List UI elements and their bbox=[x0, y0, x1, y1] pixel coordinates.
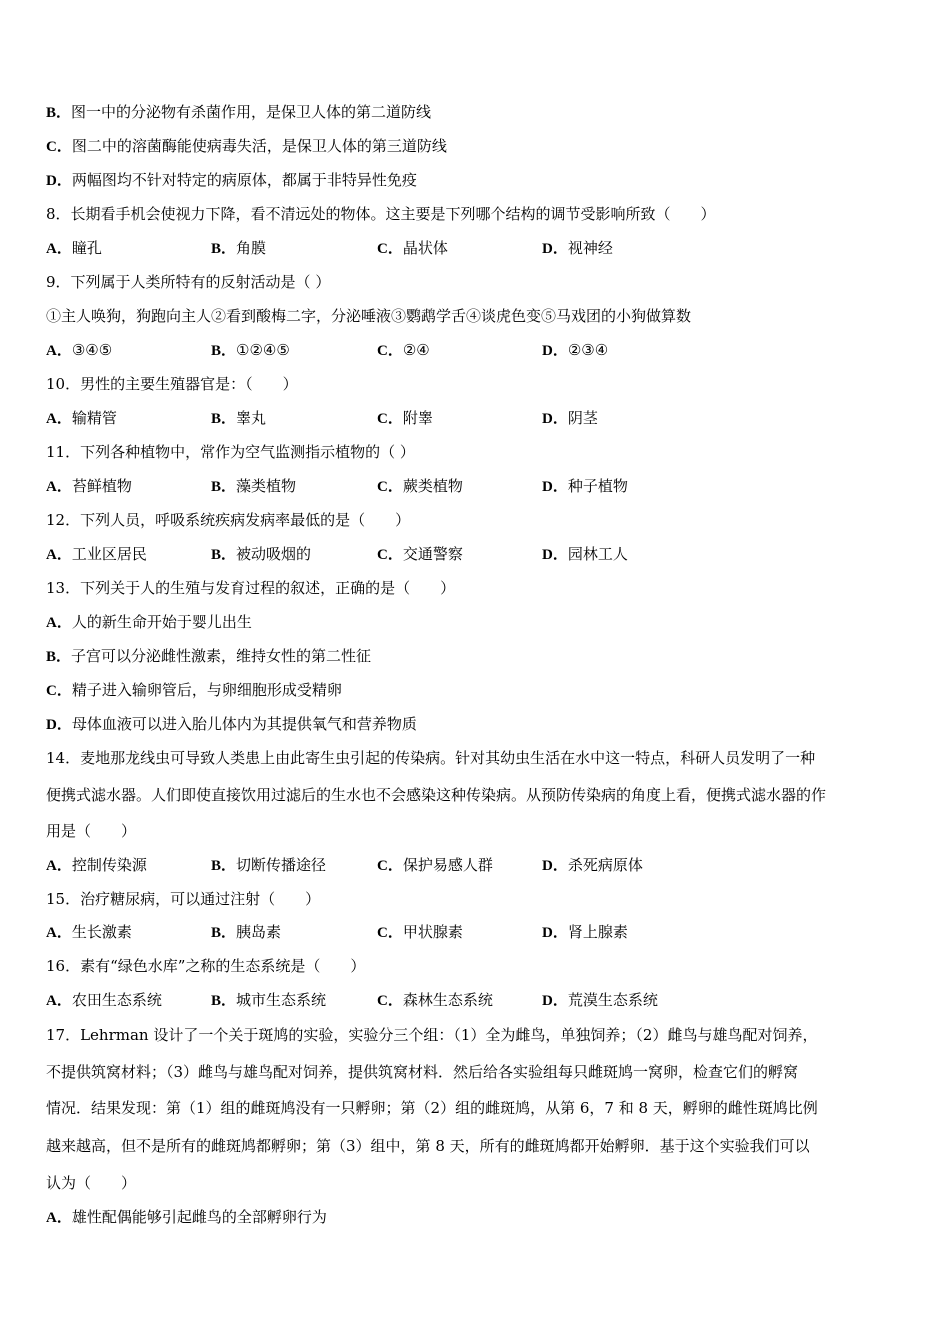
option-text: 图二中的溶菌酶能使病毒失活，是保卫人体的第三道防线 bbox=[71, 137, 447, 155]
q14-option-d bbox=[542, 855, 643, 876]
q10-stem: 10．男性的主要生殖器官是：（ ） bbox=[46, 375, 298, 393]
option-letter: B． bbox=[211, 411, 237, 427]
q12-option-a bbox=[46, 544, 147, 565]
option-text: 雄性配偶能够引起雌鸟的全部孵卵行为 bbox=[71, 1208, 327, 1226]
option-letter: D． bbox=[542, 343, 568, 359]
q16-option-a bbox=[46, 990, 162, 1011]
q15-stem: 15．治疗糖尿病，可以通过注射（ ） bbox=[46, 890, 321, 908]
option-letter: D． bbox=[46, 173, 72, 189]
q17-option-a bbox=[46, 1207, 916, 1228]
q7-option-c bbox=[46, 136, 916, 157]
option-text: 精子进入输卵管后，与卵细胞形成受精卵 bbox=[71, 681, 342, 699]
q8-option-a bbox=[46, 238, 102, 259]
option-text: 甲状腺素 bbox=[402, 923, 463, 941]
q8-stem: 8．长期看手机会使视力下降，看不清远处的物体。这主要是下列哪个结构的调节受影响所致（ ） bbox=[46, 205, 716, 223]
option-text: 切断传播途径 bbox=[236, 856, 327, 874]
option-letter: A． bbox=[46, 411, 72, 427]
option-letter: D． bbox=[542, 925, 568, 941]
option-letter: C． bbox=[377, 343, 403, 359]
q9-option-d bbox=[542, 340, 608, 361]
option-letter: D． bbox=[542, 411, 568, 427]
option-letter: C． bbox=[377, 411, 403, 427]
option-letter: C． bbox=[377, 241, 403, 257]
q13-stem: 13．下列关于人的生殖与发育过程的叙述，正确的是（ ） bbox=[46, 579, 456, 597]
option-text: 控制传染源 bbox=[71, 856, 147, 874]
q11-option-a bbox=[46, 476, 132, 497]
option-text: 输精管 bbox=[71, 409, 117, 427]
option-text: 两幅图均不针对特定的病原体，都属于非特异性免疫 bbox=[71, 171, 417, 189]
q14-option-b bbox=[211, 855, 326, 876]
q12-stem: 12．下列人员，呼吸系统疾病发病率最低的是（ ） bbox=[46, 511, 411, 529]
q13-option-c bbox=[46, 680, 916, 701]
q13-option-a bbox=[46, 612, 916, 633]
q14-option-c bbox=[377, 855, 493, 876]
q14-stem-line-2: 便携式滤水器。人们即使直接饮用过滤后的生水也不会感染这种传染病。从预防传染病的角度上看，便携式滤水器的作 bbox=[46, 786, 827, 804]
q16-option-b bbox=[211, 990, 326, 1011]
option-text: 园林工人 bbox=[567, 545, 628, 563]
q8-option-b bbox=[211, 238, 266, 259]
q9-option-c bbox=[377, 340, 430, 361]
q12-option-b bbox=[211, 544, 311, 565]
option-letter: A． bbox=[46, 241, 72, 257]
option-text: 阴茎 bbox=[567, 409, 598, 427]
q17-stem-line-5: 认为（ ） bbox=[46, 1174, 137, 1192]
q12-option-d bbox=[542, 544, 628, 565]
option-letter: B． bbox=[211, 993, 237, 1009]
q15-option-d bbox=[542, 922, 628, 943]
q15-option-b bbox=[211, 922, 281, 943]
q9-option-a bbox=[46, 340, 112, 361]
q10-option-d bbox=[542, 408, 598, 429]
option-text: 蕨类植物 bbox=[402, 477, 463, 495]
q9-items: ①主人唤狗，狗跑向主人②看到酸梅二字，分泌唾液③鹦鹉学舌④谈虎色变⑤马戏团的小狗做算数 bbox=[46, 307, 692, 325]
q7-option-d bbox=[46, 170, 916, 191]
option-letter: B． bbox=[211, 925, 237, 941]
q14-stem-line-3: 用是（ ） bbox=[46, 822, 137, 840]
option-text: 生长激素 bbox=[71, 923, 132, 941]
option-text: 森林生态系统 bbox=[402, 991, 493, 1009]
option-letter: B． bbox=[46, 105, 72, 121]
option-letter: A． bbox=[46, 615, 72, 631]
q17-stem-line-3: 情况．结果发现：第（1）组的雌斑鸠没有一只孵卵；第（2）组的雌斑鸠，从第 6，7 和 8 天，孵卵的雌性斑鸠比例 bbox=[46, 1099, 818, 1117]
option-letter: B． bbox=[46, 649, 72, 665]
q16-stem: 16．素有“绿色水库”之称的生态系统是（ ） bbox=[46, 957, 366, 975]
option-text: 藻类植物 bbox=[236, 477, 297, 495]
option-letter: D． bbox=[46, 717, 72, 733]
q8-option-c bbox=[377, 238, 448, 259]
option-letter: B． bbox=[211, 343, 237, 359]
option-letter: C． bbox=[377, 993, 403, 1009]
option-letter: A． bbox=[46, 1210, 72, 1226]
option-text: 种子植物 bbox=[567, 477, 628, 495]
option-letter: A． bbox=[46, 925, 72, 941]
option-letter: D． bbox=[542, 479, 568, 495]
q13-option-d bbox=[46, 714, 916, 735]
option-text: 肾上腺素 bbox=[567, 923, 628, 941]
q14-stem-line-1: 14．麦地那龙线虫可导致人类患上由此寄生虫引起的传染病。针对其幼虫生活在水中这一特点，科研人员发明了一种 bbox=[46, 749, 816, 767]
option-text: 被动吸烟的 bbox=[236, 545, 312, 563]
q14-option-a bbox=[46, 855, 147, 876]
option-text: 晶状体 bbox=[402, 239, 448, 257]
option-letter: A． bbox=[46, 858, 72, 874]
option-text: 城市生态系统 bbox=[236, 991, 327, 1009]
option-letter: A． bbox=[46, 547, 72, 563]
option-text: 工业区居民 bbox=[71, 545, 147, 563]
option-text: ②③④ bbox=[567, 341, 609, 359]
q15-option-c bbox=[377, 922, 463, 943]
option-text: ②④ bbox=[402, 341, 430, 359]
option-letter: A． bbox=[46, 993, 72, 1009]
option-letter: C． bbox=[46, 139, 72, 155]
option-text: 角膜 bbox=[236, 239, 267, 257]
q9-stem: 9．下列属于人类所特有的反射活动是（ ） bbox=[46, 273, 331, 291]
option-text: 交通警察 bbox=[402, 545, 463, 563]
option-letter: B． bbox=[211, 547, 237, 563]
option-letter: D． bbox=[542, 858, 568, 874]
option-text: 荒漠生态系统 bbox=[567, 991, 658, 1009]
option-text: 视神经 bbox=[567, 239, 613, 257]
q12-option-c bbox=[377, 544, 463, 565]
q10-option-c bbox=[377, 408, 433, 429]
q16-option-d bbox=[542, 990, 658, 1011]
q17-stem-line-1: 17．Lehrman 设计了一个关于斑鸠的实验，实验分三个组：（1）全为雌鸟，单独饲养；（2）雌鸟与雄鸟配对饲养， bbox=[46, 1026, 818, 1044]
q15-option-a bbox=[46, 922, 132, 943]
option-text: 附睾 bbox=[402, 409, 433, 427]
option-letter: B． bbox=[211, 241, 237, 257]
option-text: 杀死病原体 bbox=[567, 856, 643, 874]
option-letter: D． bbox=[542, 993, 568, 1009]
q17-stem-line-4: 越来越高，但不是所有的雌斑鸠都孵卵；第（3）组中，第 8 天，所有的雌斑鸠都开始孵卵．基于这个实验我们可以 bbox=[46, 1137, 810, 1155]
q9-option-b bbox=[211, 340, 290, 361]
option-text: 睾丸 bbox=[236, 409, 267, 427]
option-letter: B． bbox=[211, 858, 237, 874]
q11-option-d bbox=[542, 476, 628, 497]
option-letter: D． bbox=[542, 547, 568, 563]
option-text: ③④⑤ bbox=[71, 341, 113, 359]
q17-stem-line-2: 不提供筑窝材料；（3）雌鸟与雄鸟配对饲养，提供筑窝材料．然后给各实验组每只雌斑鸠一窝卵，检查它们的孵窝 bbox=[46, 1063, 799, 1081]
option-text: 瞳孔 bbox=[71, 239, 102, 257]
option-letter: C． bbox=[377, 547, 403, 563]
option-text: ①②④⑤ bbox=[236, 341, 290, 359]
q10-option-b bbox=[211, 408, 266, 429]
option-text: 保护易感人群 bbox=[402, 856, 493, 874]
q7-option-b bbox=[46, 102, 916, 123]
option-letter: C． bbox=[377, 858, 403, 874]
option-letter: B． bbox=[211, 479, 237, 495]
option-text: 子宫可以分泌雌性激素，维持女性的第二性征 bbox=[71, 647, 372, 665]
option-letter: C． bbox=[46, 683, 72, 699]
option-text: 农田生态系统 bbox=[71, 991, 162, 1009]
option-letter: C． bbox=[377, 925, 403, 941]
q8-option-d bbox=[542, 238, 613, 259]
option-letter: D． bbox=[542, 241, 568, 257]
option-text: 图一中的分泌物有杀菌作用，是保卫人体的第二道防线 bbox=[71, 103, 432, 121]
q16-option-c bbox=[377, 990, 493, 1011]
option-text: 苔鲜植物 bbox=[71, 477, 132, 495]
option-letter: A． bbox=[46, 343, 72, 359]
option-text: 人的新生命开始于婴儿出生 bbox=[71, 613, 252, 631]
q11-stem: 11．下列各种植物中，常作为空气监测指示植物的（ ） bbox=[46, 443, 415, 461]
option-letter: C． bbox=[377, 479, 403, 495]
q10-option-a bbox=[46, 408, 117, 429]
option-text: 胰岛素 bbox=[236, 923, 282, 941]
option-text: 母体血液可以进入胎儿体内为其提供氧气和营养物质 bbox=[71, 715, 417, 733]
q11-option-c bbox=[377, 476, 463, 497]
q13-option-b bbox=[46, 646, 916, 667]
option-letter: A． bbox=[46, 479, 72, 495]
q11-option-b bbox=[211, 476, 296, 497]
